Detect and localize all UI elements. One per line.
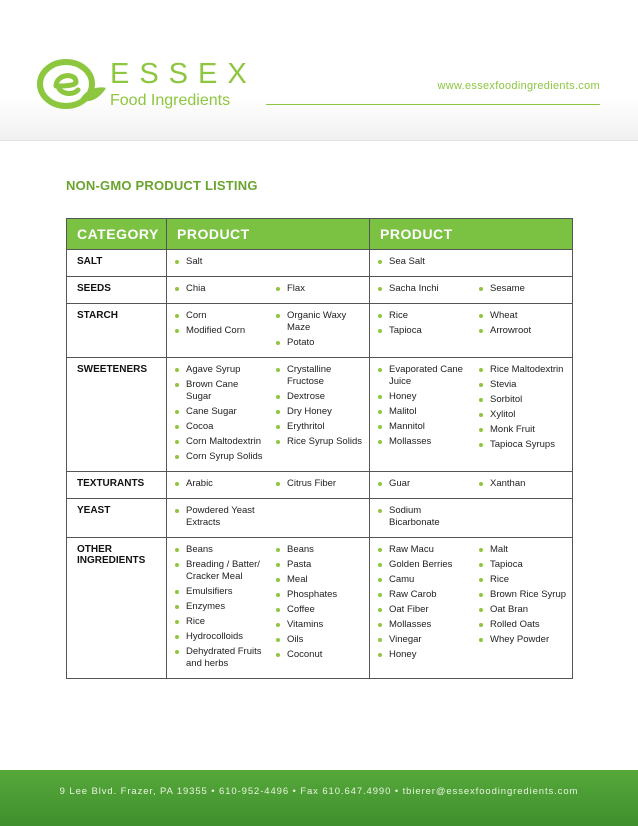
list-item: Citrus Fiber bbox=[274, 478, 369, 490]
list-item: Malt bbox=[477, 544, 572, 556]
website-link[interactable]: www.essexfoodingredients.com bbox=[437, 80, 600, 92]
list-item: Sodium Bicarbonate bbox=[376, 505, 471, 529]
list-item: Emulsifiers bbox=[173, 586, 268, 598]
essex-logo-icon bbox=[36, 54, 106, 112]
product-cell-2 bbox=[370, 499, 573, 538]
product-table bbox=[66, 218, 573, 679]
list-item: Rice bbox=[376, 310, 471, 322]
product-cell-1 bbox=[167, 499, 370, 538]
list-item: Sesame bbox=[477, 283, 572, 295]
product-list bbox=[376, 310, 471, 337]
list-item: Brown Rice Syrup bbox=[477, 589, 572, 601]
list-item: Potato bbox=[274, 337, 369, 349]
product-cell-2 bbox=[370, 472, 573, 499]
product-list bbox=[173, 364, 268, 463]
list-item: Dry Honey bbox=[274, 406, 369, 418]
list-item: Pasta bbox=[274, 559, 369, 571]
table-row bbox=[67, 304, 573, 358]
list-item: Corn Syrup Solids bbox=[173, 451, 268, 463]
list-item: Chia bbox=[173, 283, 268, 295]
product-list bbox=[173, 310, 268, 337]
list-item: Oils bbox=[274, 634, 369, 646]
table-row bbox=[67, 358, 573, 472]
list-item: Flax bbox=[274, 283, 369, 295]
footer-contact: 9 Lee Blvd. Frazer, PA 19355 • 610-952-4496 • Fax 610.647.4990 • tbierer@essexfoodingredients.com bbox=[59, 786, 579, 797]
list-item: Salt bbox=[173, 256, 268, 268]
list-item: Breading / Batter/ Cracker Meal bbox=[173, 559, 268, 583]
list-item: Mollasses bbox=[376, 619, 471, 631]
list-item: Oat Fiber bbox=[376, 604, 471, 616]
table-row bbox=[67, 538, 573, 679]
list-item: Mollasses bbox=[376, 436, 471, 448]
list-item: Coconut bbox=[274, 649, 369, 661]
table-row bbox=[67, 499, 573, 538]
list-item: Dehydrated Fruits and herbs bbox=[173, 646, 268, 670]
list-item: Guar bbox=[376, 478, 471, 490]
list-item: Tapioca bbox=[376, 325, 471, 337]
list-item: Sacha Inchi bbox=[376, 283, 471, 295]
product-cell-1 bbox=[167, 250, 370, 277]
list-item: Xanthan bbox=[477, 478, 572, 490]
list-item: Organic Waxy Maze bbox=[274, 310, 369, 334]
product-cell-2 bbox=[370, 250, 573, 277]
list-item: Rice bbox=[173, 616, 268, 628]
list-item: Tapioca bbox=[477, 559, 572, 571]
list-item: Raw Macu bbox=[376, 544, 471, 556]
product-list bbox=[376, 283, 471, 295]
product-list bbox=[376, 478, 471, 490]
list-item: Cane Sugar bbox=[173, 406, 268, 418]
list-item: Evaporated Cane Juice bbox=[376, 364, 471, 388]
category-cell: SWEETENERS bbox=[67, 358, 167, 472]
list-item: Sorbitol bbox=[477, 394, 572, 406]
list-item: Stevia bbox=[477, 379, 572, 391]
list-item: Powdered Yeast Extracts bbox=[173, 505, 268, 529]
table-row bbox=[67, 472, 573, 499]
list-item: Honey bbox=[376, 649, 471, 661]
list-item: Modified Corn bbox=[173, 325, 268, 337]
category-cell: SEEDS bbox=[67, 277, 167, 304]
product-list bbox=[376, 505, 471, 529]
product-list bbox=[376, 364, 471, 448]
header-category: CATEGORY bbox=[67, 219, 167, 250]
product-list bbox=[376, 544, 471, 661]
list-item: Sea Salt bbox=[376, 256, 471, 268]
list-item: Rice Syrup Solids bbox=[274, 436, 369, 448]
list-item: Brown Cane Sugar bbox=[173, 379, 268, 403]
list-item: Vinegar bbox=[376, 634, 471, 646]
product-list bbox=[477, 310, 572, 337]
list-item: Rice Maltodextrin bbox=[477, 364, 572, 376]
header-divider bbox=[266, 104, 600, 105]
product-cell-2 bbox=[370, 538, 573, 679]
list-item: Arrowroot bbox=[477, 325, 572, 337]
list-item: Monk Fruit bbox=[477, 424, 572, 436]
list-item: Mannitol bbox=[376, 421, 471, 433]
product-list bbox=[173, 283, 268, 295]
header-product-2: PRODUCT bbox=[370, 219, 573, 250]
list-item: Meal bbox=[274, 574, 369, 586]
list-item: Raw Carob bbox=[376, 589, 471, 601]
list-item: Enzymes bbox=[173, 601, 268, 613]
category-cell: TEXTURANTS bbox=[67, 472, 167, 499]
product-cell-1 bbox=[167, 472, 370, 499]
product-cell-1 bbox=[167, 538, 370, 679]
product-cell-1 bbox=[167, 277, 370, 304]
list-item: Tapioca Syrups bbox=[477, 439, 572, 451]
list-item: Rice bbox=[477, 574, 572, 586]
list-item: Rolled Oats bbox=[477, 619, 572, 631]
product-list bbox=[274, 283, 369, 295]
list-item: Wheat bbox=[477, 310, 572, 322]
list-item: Whey Powder bbox=[477, 634, 572, 646]
page-header bbox=[0, 0, 638, 141]
list-item: Arabic bbox=[173, 478, 268, 490]
product-cell-2 bbox=[370, 304, 573, 358]
list-item: Agave Syrup bbox=[173, 364, 268, 376]
list-item: Golden Berries bbox=[376, 559, 471, 571]
product-cell-2 bbox=[370, 277, 573, 304]
list-item: Cocoa bbox=[173, 421, 268, 433]
page-title: NON-GMO PRODUCT LISTING bbox=[66, 178, 258, 193]
brand-name: ESSEX bbox=[110, 58, 257, 90]
list-item: Coffee bbox=[274, 604, 369, 616]
product-list bbox=[173, 478, 268, 490]
list-item: Malitol bbox=[376, 406, 471, 418]
table-row bbox=[67, 277, 573, 304]
category-cell: OTHER INGREDIENTS bbox=[67, 538, 167, 679]
list-item: Beans bbox=[173, 544, 268, 556]
table-row bbox=[67, 250, 573, 277]
product-list bbox=[173, 505, 268, 529]
list-item: Hydrocolloids bbox=[173, 631, 268, 643]
product-cell-1 bbox=[167, 358, 370, 472]
list-item: Xylitol bbox=[477, 409, 572, 421]
product-cell-1 bbox=[167, 304, 370, 358]
product-list bbox=[274, 544, 369, 661]
list-item: Oat Bran bbox=[477, 604, 572, 616]
list-item: Beans bbox=[274, 544, 369, 556]
category-cell: YEAST bbox=[67, 499, 167, 538]
list-item: Phosphates bbox=[274, 589, 369, 601]
list-item: Dextrose bbox=[274, 391, 369, 403]
list-item: Crystalline Fructose bbox=[274, 364, 369, 388]
list-item: Corn bbox=[173, 310, 268, 322]
category-cell: STARCH bbox=[67, 304, 167, 358]
product-list bbox=[376, 256, 471, 268]
product-list bbox=[274, 364, 369, 448]
product-list bbox=[274, 310, 369, 349]
page-footer bbox=[0, 770, 638, 826]
table-header-row bbox=[67, 219, 573, 250]
list-item: Honey bbox=[376, 391, 471, 403]
list-item: Erythritol bbox=[274, 421, 369, 433]
product-list bbox=[477, 364, 572, 451]
list-item: Camu bbox=[376, 574, 471, 586]
header-product-1: PRODUCT bbox=[167, 219, 370, 250]
product-list bbox=[173, 256, 268, 268]
table-body bbox=[67, 250, 573, 679]
product-list bbox=[477, 478, 572, 490]
product-list bbox=[173, 544, 268, 670]
product-cell-2 bbox=[370, 358, 573, 472]
brand-subtitle: Food Ingredients bbox=[110, 92, 231, 109]
list-item: Corn Maltodextrin bbox=[173, 436, 268, 448]
product-list bbox=[274, 478, 369, 490]
list-item: Vitamins bbox=[274, 619, 369, 631]
product-list bbox=[477, 283, 572, 295]
product-list bbox=[477, 544, 572, 646]
category-cell: SALT bbox=[67, 250, 167, 277]
